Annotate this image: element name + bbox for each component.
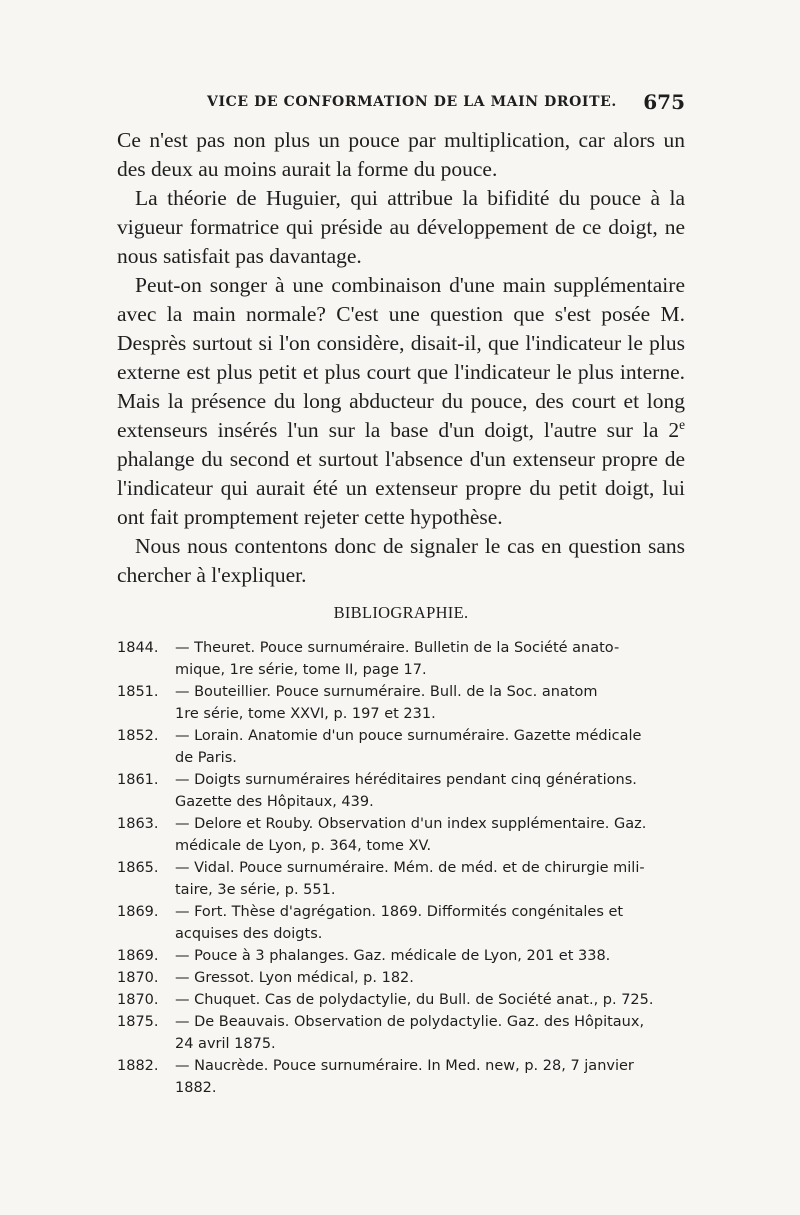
bibliography-entry bbox=[117, 1055, 687, 1099]
bibliography-list bbox=[117, 637, 687, 1099]
entry-text: — Gressot. Lyon médical, p. 182. bbox=[175, 970, 414, 986]
entry-text: — Pouce à 3 phalanges. Gaz. médicale de Lyon, 201 et 338. bbox=[175, 948, 611, 964]
bibliography-entry bbox=[117, 945, 687, 967]
entry-year: 1863. bbox=[117, 816, 159, 832]
entry-text: — Chuquet. Cas de polydactylie, du Bull. de Société anat., p. 725. bbox=[175, 992, 654, 1008]
bibliography-entry bbox=[117, 681, 687, 725]
paragraph-2: La théorie de Huguier, qui attribue la bifidité du pouce à la vigueur formatrice qui préside au développement de ce doigt, ne nous satisfait pas davantage. bbox=[117, 186, 685, 268]
entry-text: — Lorain. Anatomie d'un pouce surnuméraire. Gazette médicale bbox=[175, 728, 642, 744]
entry-year: 1865. bbox=[117, 860, 159, 876]
bibliography-entry bbox=[117, 637, 687, 681]
entry-year: 1869. bbox=[117, 904, 159, 920]
bibliography-heading: BIBLIOGRAPHIE. bbox=[333, 603, 469, 622]
bibliography-entry bbox=[117, 967, 687, 989]
entry-text: — Theuret. Pouce surnuméraire. Bulletin de la Société anato- bbox=[175, 640, 620, 656]
entry-year: 1852. bbox=[117, 728, 159, 744]
entry-text-cont: 24 avril 1875. bbox=[175, 1036, 276, 1052]
entry-text: — De Beauvais. Observation de polydactylie. Gaz. des Hôpitaux, bbox=[175, 1014, 645, 1030]
entry-text: — Fort. Thèse d'agrégation. 1869. Difformités congénitales et bbox=[175, 904, 624, 920]
entry-year: 1869. bbox=[117, 948, 159, 964]
paragraph-4: Nous nous contentons donc de signaler le cas en question sans chercher à l'expliquer. bbox=[117, 534, 685, 587]
entry-text-cont: taire, 3e série, p. 551. bbox=[175, 882, 336, 898]
entry-text: — Delore et Rouby. Observation d'un index supplémentaire. Gaz. bbox=[175, 816, 647, 832]
running-title: VICE DE CONFORMATION DE LA MAIN DROITE. bbox=[207, 94, 617, 110]
paragraph-3-part-a: Peut-on songer à une combinaison d'une main supplémentaire avec la main normale? C'est une question que s'est posée M. Desprès surtout si l'on considère, disait-il, que l'indicateur le plus externe est plus petit et plus court que l'indicateur le plus interne. Mais la présence du long abducteur du pouce, des court et long extenseurs insérés l'un sur la base d'un doigt, l'autre sur la 2 bbox=[117, 273, 685, 442]
entry-year: 1870. bbox=[117, 970, 159, 986]
bibliography-entry bbox=[117, 989, 687, 1011]
paragraph-3-part-b: phalange du second et surtout l'absence d'un extenseur propre de l'indicateur qui aurait été un extenseur propre du petit doigt, lui ont fait promptement rejeter cette hypothèse. bbox=[117, 447, 685, 529]
superscript-e: e bbox=[679, 416, 685, 432]
bibliography-entry bbox=[117, 725, 687, 769]
entry-text: — Doigts surnuméraires héréditaires pendant cinq générations. bbox=[175, 772, 637, 788]
bibliography-entry bbox=[117, 857, 687, 901]
entry-text-cont: Gazette des Hôpitaux, 439. bbox=[175, 794, 374, 810]
entry-text-cont: 1re série, tome XXVI, p. 197 et 231. bbox=[175, 706, 436, 722]
paragraph-3 bbox=[117, 271, 685, 532]
bibliography-entry bbox=[117, 901, 687, 945]
bibliography-entry bbox=[117, 769, 687, 813]
entry-year: 1870. bbox=[117, 992, 159, 1008]
paragraph-1: Ce n'est pas non plus un pouce par multiplication, car alors un des deux au moins aurait la forme du pouce. bbox=[117, 128, 685, 181]
entry-text-cont: acquises des doigts. bbox=[175, 926, 323, 942]
entry-year: 1875. bbox=[117, 1014, 159, 1030]
entry-year: 1851. bbox=[117, 684, 159, 700]
entry-text-cont: 1882. bbox=[175, 1080, 217, 1096]
entry-text-cont: de Paris. bbox=[175, 750, 237, 766]
entry-year: 1882. bbox=[117, 1058, 159, 1074]
page-header bbox=[117, 90, 685, 112]
entry-text-cont: médicale de Lyon, p. 364, tome XV. bbox=[175, 838, 432, 854]
entry-text: — Bouteillier. Pouce surnuméraire. Bull. de la Soc. anatom bbox=[175, 684, 598, 700]
bibliography-entry bbox=[117, 813, 687, 857]
body-text bbox=[117, 126, 685, 590]
entry-year: 1861. bbox=[117, 772, 159, 788]
entry-text: — Naucrède. Pouce surnuméraire. In Med. new, p. 28, 7 janvier bbox=[175, 1058, 634, 1074]
bibliography-entry bbox=[117, 1011, 687, 1055]
entry-year: 1844. bbox=[117, 640, 159, 656]
page-number: 675 bbox=[643, 90, 685, 114]
entry-text: — Vidal. Pouce surnuméraire. Mém. de méd. et de chirurgie mili- bbox=[175, 860, 645, 876]
entry-text-cont: mique, 1re série, tome II, page 17. bbox=[175, 662, 427, 678]
